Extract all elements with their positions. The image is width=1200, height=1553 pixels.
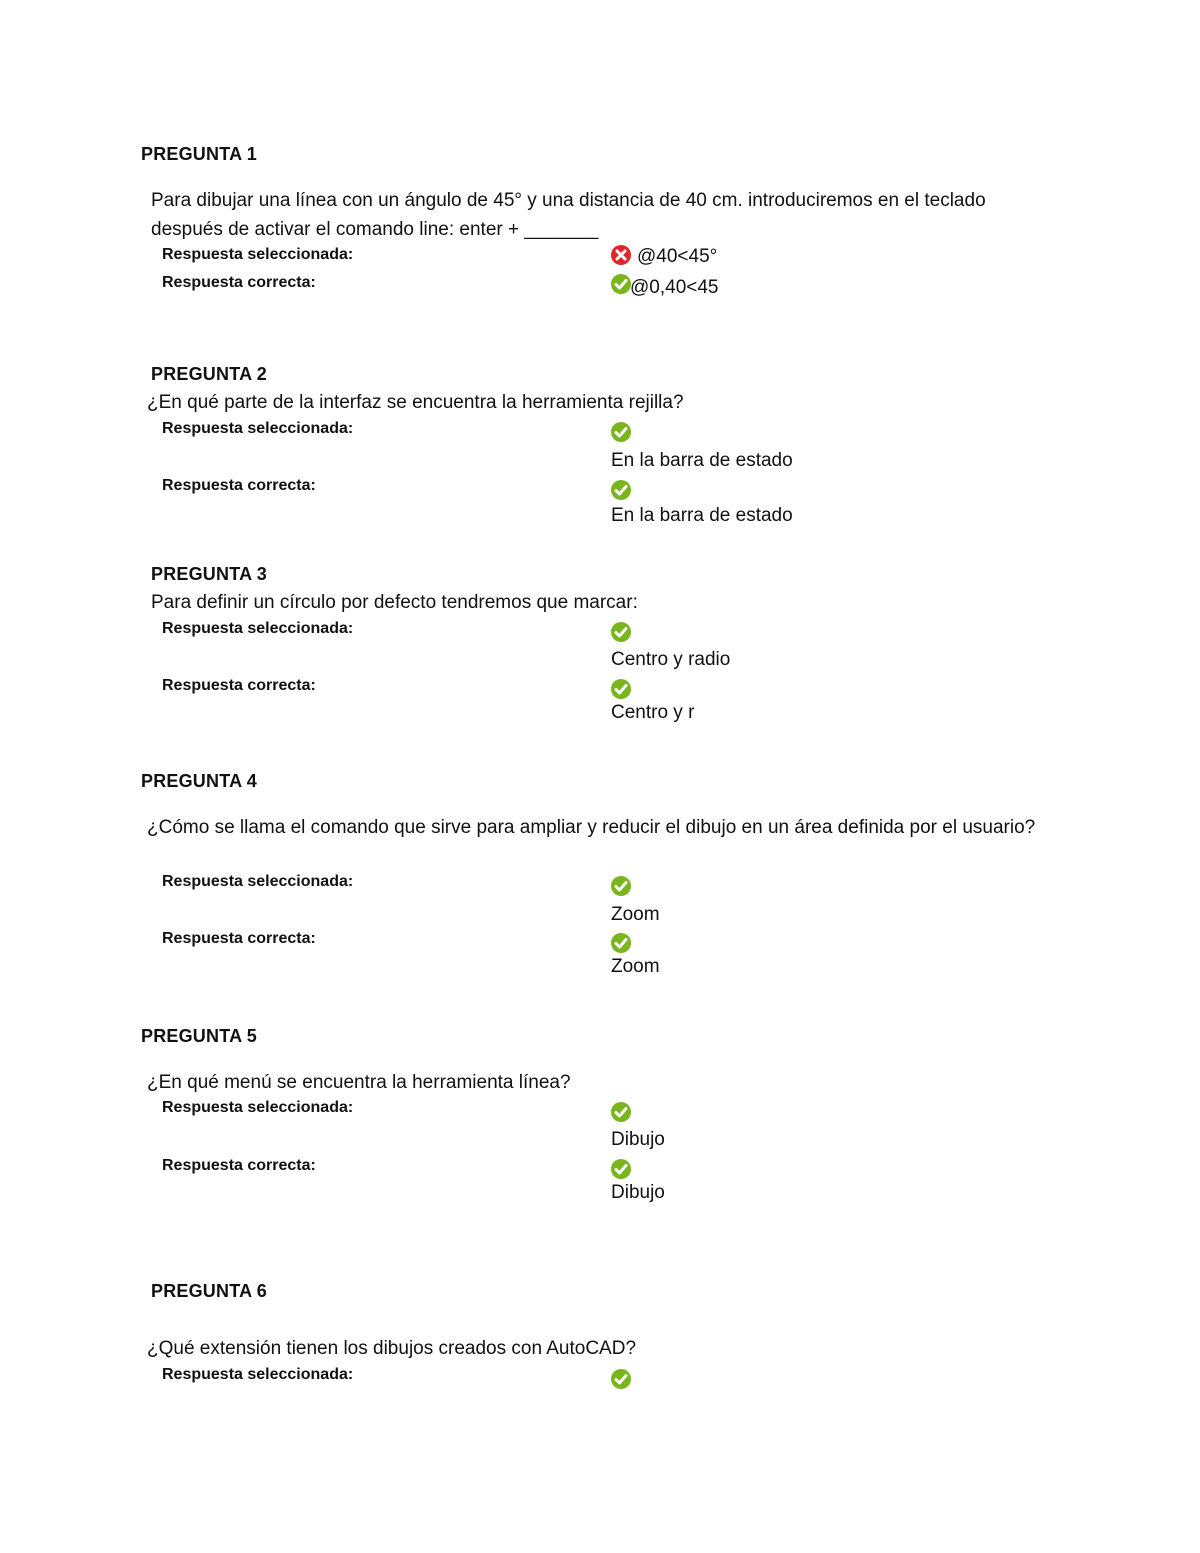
question-1-selected-answer: @40<45° bbox=[637, 246, 718, 267]
question-5-heading: PREGUNTA 5 bbox=[141, 1026, 258, 1046]
question-6-heading: PREGUNTA 6 bbox=[151, 1281, 268, 1301]
question-4-text: ¿Cómo se llama el comando que sirve para ampliar y reducir el dibujo en un área definida por el usuario? bbox=[147, 817, 1036, 838]
question-5-correct-label: Respuesta correcta: bbox=[162, 1157, 316, 1174]
question-4-selected-answer: Zoom bbox=[611, 904, 660, 925]
question-2-correct-label: Respuesta correcta: bbox=[162, 477, 316, 494]
question-3-selected-answer: Centro y radio bbox=[611, 649, 731, 670]
question-6-selected-label: Respuesta seleccionada: bbox=[162, 1366, 354, 1383]
question-1-selected-label: Respuesta seleccionada: bbox=[162, 246, 354, 263]
question-5-text: ¿En qué menú se encuentra la herramienta línea? bbox=[147, 1072, 571, 1093]
question-5-selected-answer: Dibujo bbox=[611, 1129, 665, 1150]
question-1-correct-label: Respuesta correcta: bbox=[162, 274, 316, 291]
check-icon bbox=[610, 1368, 632, 1390]
question-5-selected-label: Respuesta seleccionada: bbox=[162, 1099, 354, 1116]
question-3-selected-label: Respuesta seleccionada: bbox=[162, 620, 354, 637]
check-icon bbox=[610, 621, 632, 643]
question-1-text: Para dibujar una línea con un ángulo de 45° y una distancia de 40 cm. introduciremos en el teclado después de activar el comando line: enter + _______ bbox=[151, 190, 986, 240]
question-4-correct-answer: Zoom bbox=[611, 956, 660, 977]
check-icon bbox=[610, 479, 632, 501]
question-3-text: Para definir un círculo por defecto tendremos que marcar: bbox=[151, 592, 638, 613]
check-icon bbox=[610, 421, 632, 443]
question-1-correct-answer: @0,40<45 bbox=[630, 277, 719, 298]
question-2-correct-answer: En la barra de estado bbox=[611, 505, 793, 526]
question-6-text: ¿Qué extensión tienen los dibujos creados con AutoCAD? bbox=[147, 1338, 637, 1359]
question-2-selected-answer: En la barra de estado bbox=[611, 450, 793, 471]
question-2-selected-label: Respuesta seleccionada: bbox=[162, 420, 354, 437]
question-5-correct-answer: Dibujo bbox=[611, 1182, 665, 1203]
check-icon bbox=[610, 273, 632, 295]
question-4-heading: PREGUNTA 4 bbox=[141, 771, 258, 791]
check-icon bbox=[610, 678, 632, 700]
check-icon bbox=[610, 1101, 632, 1123]
cross-icon bbox=[610, 244, 632, 266]
question-3-correct-answer: Centro y r bbox=[611, 702, 695, 723]
check-icon bbox=[610, 1158, 632, 1180]
question-3-correct-label: Respuesta correcta: bbox=[162, 677, 316, 694]
question-3-heading: PREGUNTA 3 bbox=[151, 564, 268, 584]
question-2-heading: PREGUNTA 2 bbox=[151, 364, 268, 384]
question-4-correct-label: Respuesta correcta: bbox=[162, 930, 316, 947]
question-1-heading: PREGUNTA 1 bbox=[141, 144, 258, 164]
question-4-selected-label: Respuesta seleccionada: bbox=[162, 873, 354, 890]
check-icon bbox=[610, 932, 632, 954]
check-icon bbox=[610, 875, 632, 897]
question-2-text: ¿En qué parte de la interfaz se encuentra la herramienta rejilla? bbox=[147, 392, 684, 413]
